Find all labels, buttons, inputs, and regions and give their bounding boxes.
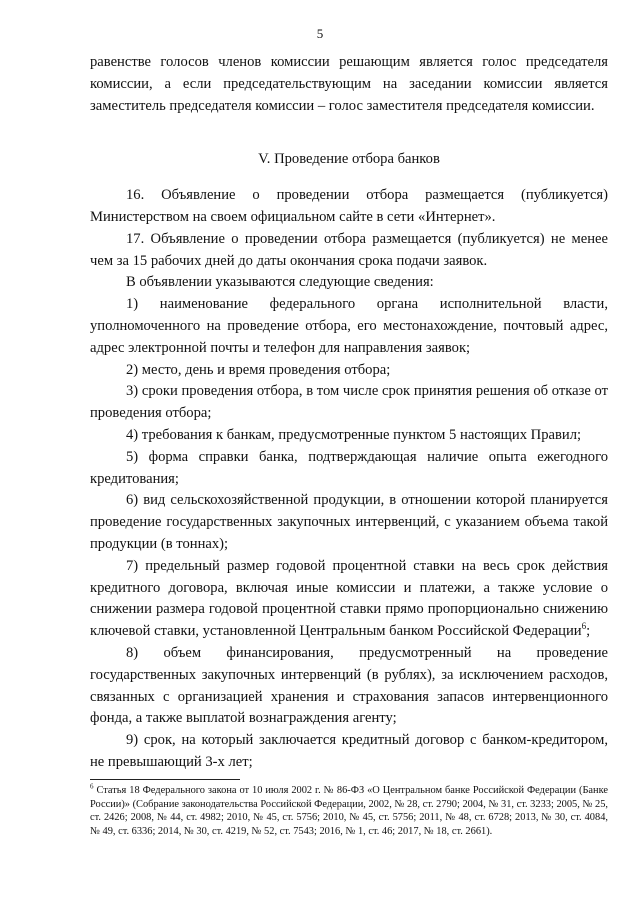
paragraph-intro: В объявлении указываются следующие сведения: bbox=[126, 274, 434, 291]
list-item-1: 1) наименование федерального органа исполнительной власти, уполномоченного на проведение отбора, его местонахождение, почтовый адрес, адрес электронной почты и телефон для направления заявок; bbox=[90, 296, 608, 356]
document-body bbox=[90, 52, 608, 774]
list-item-6: 6) вид сельскохозяйственной продукции, в отношении которой планируется проведение государственных закупочных интервенций, с указанием объема такой продукции (в тоннах); bbox=[90, 492, 608, 552]
list-item-7 bbox=[90, 556, 608, 643]
continuation-paragraph: равенстве голосов членов комиссии решающим является голос председателя комиссии, а если председательствующим на заседании комиссии является заместитель председателя комиссии – голос заместителя председателя комиссии. bbox=[90, 54, 608, 114]
page-number: 5 bbox=[316, 26, 324, 41]
footnote-mark: 6 bbox=[90, 782, 94, 791]
footnote-reference: 6 bbox=[581, 621, 587, 632]
paragraph-16: 16. Объявление о проведении отбора размещается (публикуется) Министерством на своем официальном сайте в сети «Интернет». bbox=[90, 187, 608, 225]
footnote bbox=[90, 784, 608, 838]
section-heading: V. Проведение отбора банков bbox=[258, 151, 440, 168]
paragraph-17: 17. Объявление о проведении отбора размещается (публикуется) не менее чем за 15 рабочих дней до даты окончания срока подачи заявок. bbox=[90, 230, 608, 269]
list-item-7-text: 7) предельный размер годовой процентной ставки на весь срок действия кредитного договора, включая иные комиссии и платежи, а также условие о снижении размера годовой процентной ставки прямо пропорционально снижению ключевой ставки, установленной Центральным банком Российской Федерации bbox=[90, 557, 608, 640]
list-item-9: 9) срок, на который заключается кредитный договор с банком-кредитором, не превышающий 3-х лет; bbox=[90, 732, 608, 770]
list-item-2: 2) место, день и время проведения отбора; bbox=[126, 361, 391, 378]
list-item-3: 3) сроки проведения отбора, в том числе срок принятия решения об отказе от проведения отбора; bbox=[90, 383, 608, 422]
footnote-separator bbox=[90, 779, 240, 780]
list-item-5: 5) форма справки банка, подтверждающая наличие опыта ежегодного кредитования; bbox=[90, 448, 608, 487]
list-item-8: 8) объем финансирования, предусмотренный на проведение государственных закупочных интервенций (в рублях), за исключением расходов, связанных с организацией хранения и страхования запасов интервенционного фонда, а также выплатой вознаграждения агенту; bbox=[90, 644, 608, 727]
list-item-7-end: ; bbox=[586, 623, 591, 640]
list-item-4: 4) требования к банкам, предусмотренные пунктом 5 настоящих Правил; bbox=[126, 426, 582, 443]
footnote-text: Статья 18 Федерального закона от 10 июля 2002 г. № 86-ФЗ «О Центральном банке Российской Федерации (Банке России)» (Собрание законодательства Российской Федерации, 2002, № 28, ст. 2790; 2004, № 31, ст. 3233; 2005, № 25, ст. 2426; 2008, № 44, ст. 4982; 2010, № 45, ст. 5756; 2010, № 45, ст. 5756; 2011, № 48, ст. 6728; 2013, № 30, ст. 4084, № 49, ст. 6336; 2014, № 30, ст. 4219, № 52, ст. 7543; 2016, № 1, ст. 46; 2017, № 18, ст. 2661). bbox=[90, 785, 608, 837]
